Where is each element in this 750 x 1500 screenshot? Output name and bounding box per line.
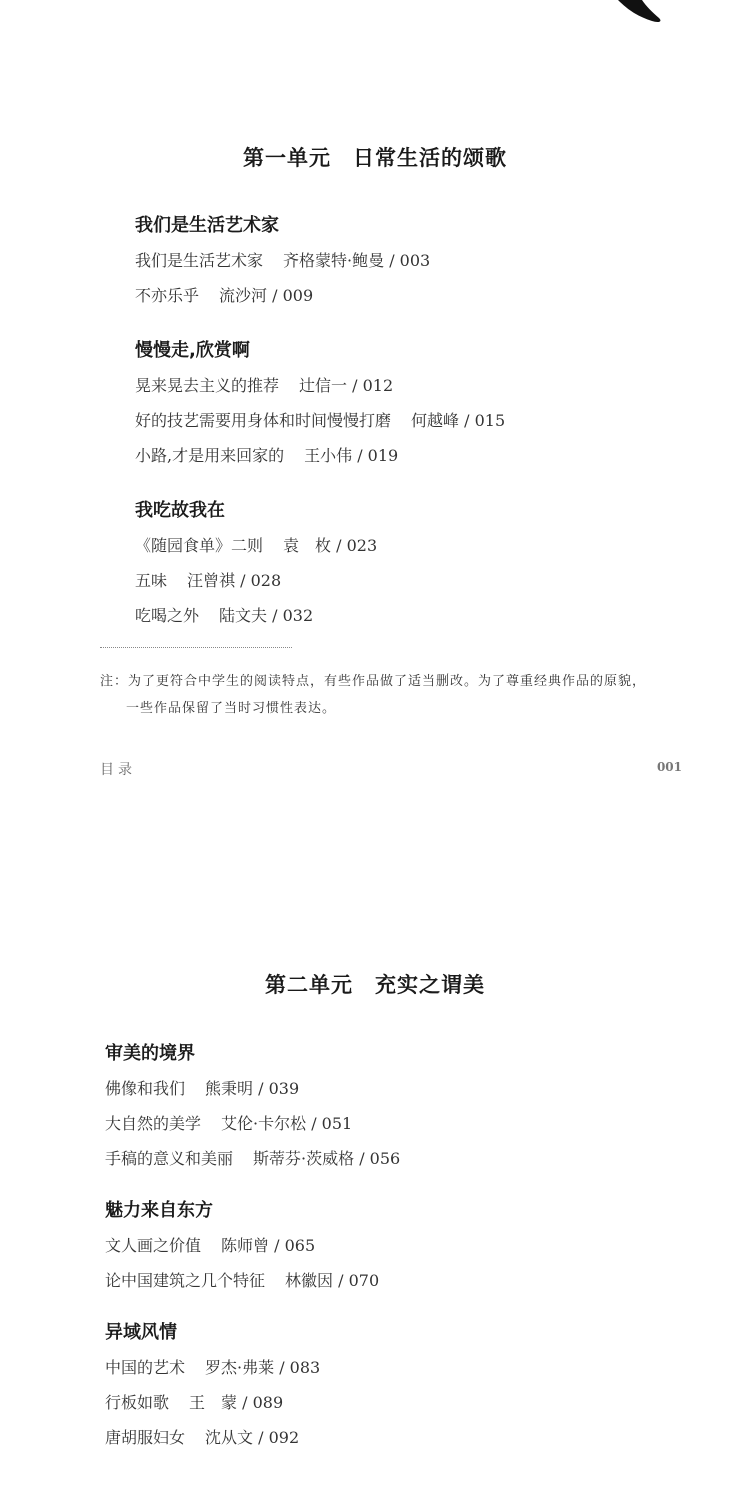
toc-entry[interactable]: 不亦乐乎 流沙河 / 009 [135,286,314,305]
page-number: 001 [656,760,682,774]
toc-entry[interactable]: 论中国建筑之几个特征 林徽因 / 070 [105,1271,380,1290]
entry-author: 袁 枚 [283,536,332,555]
toc-entry[interactable]: 《随园食单》二则 袁 枚 / 023 [135,536,378,555]
toc-entry[interactable]: 小路,才是用来回家的 王小伟 / 019 [135,446,399,465]
entry-title: 大自然的美学 [105,1114,202,1133]
entry-page: 065 [284,1236,316,1255]
toc-entry[interactable]: 大自然的美学 艾伦·卡尔松 / 051 [105,1114,353,1133]
group-title: 慢慢走,欣赏啊 [135,340,250,361]
toc-entry[interactable]: 我们是生活艺术家 齐格蒙特·鲍曼 / 003 [135,251,431,270]
footnote-line: 注：为了更符合中学生的阅读特点，有些作品做了适当删改。为了尊重经典作品的原貌， [100,674,647,689]
entry-title: 论中国建筑之几个特征 [105,1271,266,1290]
footnote [100,668,700,722]
entry-page: 023 [346,536,378,555]
entry-page: 028 [250,571,282,590]
entry-title: 好的技艺需要用身体和时间慢慢打磨 [135,411,392,430]
toc-entry[interactable]: 晃来晃去主义的推荐 辻信一 / 012 [135,376,394,395]
toc-entry[interactable]: 唐胡服妇女 沈从文 / 092 [105,1428,300,1447]
entry-title: 唐胡服妇女 [105,1428,186,1447]
running-footer-label: 目录 [100,762,136,778]
toc-entry[interactable]: 佛像和我们 熊秉明 / 039 [105,1079,300,1098]
entry-page: 039 [268,1079,300,1098]
entry-author: 林徽因 [285,1271,334,1290]
toc-entry[interactable]: 手稿的意义和美丽 斯蒂芬·茨威格 / 056 [105,1149,401,1168]
entry-page: 056 [369,1149,401,1168]
entry-page: 070 [348,1271,380,1290]
entry-page: 092 [268,1428,300,1447]
group-title: 我吃故我在 [135,500,225,521]
unit-1-title: 第一单元 日常生活的颂歌 [243,145,507,170]
toc-group [105,1318,320,1459]
entry-author: 陈师曾 [221,1236,270,1255]
entry-author: 辻信一 [299,376,348,395]
entry-page: 032 [282,606,314,625]
entry-title: 五味 [135,571,168,590]
entry-title: 不亦乐乎 [135,286,200,305]
entry-page: 015 [474,411,506,430]
toc-group [135,211,430,317]
group-title: 审美的境界 [105,1043,195,1064]
toc-group [105,1196,379,1302]
entry-title: 中国的艺术 [105,1358,186,1377]
entry-author: 王小伟 [304,446,353,465]
entry-author: 王 蒙 [189,1393,238,1412]
entry-page: 003 [399,251,431,270]
entry-author: 齐格蒙特·鲍曼 [283,251,385,270]
toc-entry[interactable]: 吃喝之外 陆文夫 / 032 [135,606,314,625]
entry-title: 手稿的意义和美丽 [105,1149,234,1168]
entry-author: 沈从文 [205,1428,254,1447]
entry-author: 斯蒂芬·茨威格 [253,1149,355,1168]
bird-wing-icon [612,0,668,26]
entry-author: 罗杰·弗莱 [205,1358,275,1377]
toc-entry[interactable]: 好的技艺需要用身体和时间慢慢打磨 何越峰 / 015 [135,411,506,430]
entry-title: 吃喝之外 [135,606,200,625]
entry-title: 我们是生活艺术家 [135,251,264,270]
toc-entry[interactable]: 五味 汪曾祺 / 028 [135,571,282,590]
entry-author: 何越峰 [411,411,460,430]
group-title: 异域风情 [105,1322,177,1343]
entry-page: 051 [321,1114,353,1133]
entry-page: 083 [289,1358,321,1377]
entry-title: 小路,才是用来回家的 [135,446,285,465]
entry-author: 陆文夫 [219,606,268,625]
unit-2-title: 第二单元 充实之谓美 [265,972,485,997]
footnote-line: 一些作品保留了当时习惯性表达。 [126,701,337,716]
toc-entry[interactable]: 中国的艺术 罗杰·弗莱 / 083 [105,1358,321,1377]
entry-title: 行板如歌 [105,1393,170,1412]
entry-title: 《随园食单》二则 [135,536,264,555]
entry-page: 089 [252,1393,284,1412]
entry-author: 流沙河 [219,286,268,305]
entry-page: 019 [367,446,399,465]
toc-entry[interactable]: 文人画之价值 陈师曾 / 065 [105,1236,316,1255]
toc-group [105,1039,400,1180]
entry-title: 文人画之价值 [105,1236,202,1255]
toc-group [135,496,377,637]
entry-title: 佛像和我们 [105,1079,186,1098]
entry-page: 009 [282,286,314,305]
toc-group [135,336,505,477]
entry-author: 艾伦·卡尔松 [221,1114,307,1133]
dotted-divider [100,647,292,648]
group-title: 我们是生活艺术家 [135,215,279,236]
entry-page: 012 [362,376,394,395]
group-title: 魅力来自东方 [105,1200,213,1221]
entry-title: 晃来晃去主义的推荐 [135,376,280,395]
entry-author: 汪曾祺 [187,571,236,590]
entry-author: 熊秉明 [205,1079,254,1098]
toc-entry[interactable]: 行板如歌 王 蒙 / 089 [105,1393,284,1412]
